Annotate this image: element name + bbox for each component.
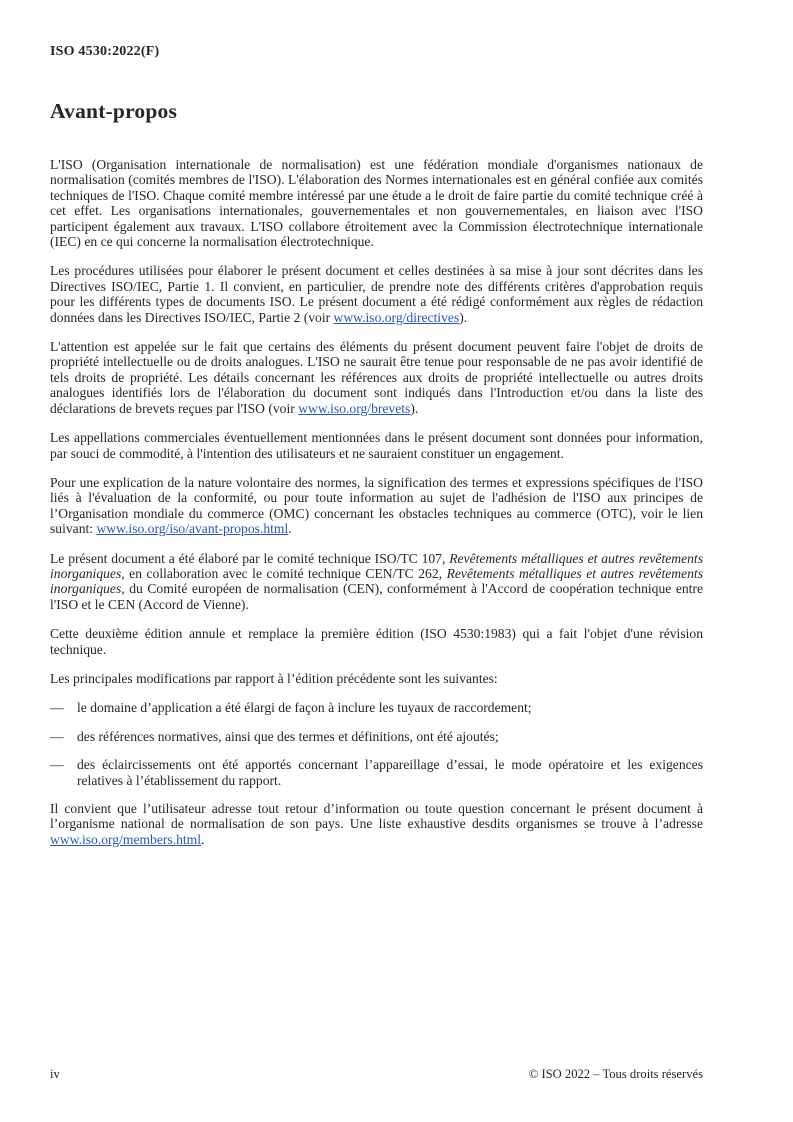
paragraph-patent-rights: L'attention est appelée sur le fait que certains des éléments du présent document peuvent faire l'objet de droits de propriété intellectuelle ou de droits analogues. L'ISO ne saurait être tenue pour responsable de ne pas avoir identifié de tels droits de propriété. Les détails concernant les références aux droits de propriété intellectuelle ou autres droits analogues identifiés lors de l'élaboration du document sont indiqués dans l'Introduction et/ou dans la liste des déclarations de brevets reçues par l'ISO (voir www.iso.org/brevets). — [50, 339, 703, 416]
italic-text: Revêtements métalliques et autres revêtements inorganiques, — [50, 565, 703, 597]
paragraph-wto-tbt: Pour une explication de la nature volontaire des normes, la signification des termes et expressions spécifiques de l'ISO liés à l'évaluation de la conformité, ou pour toute information au sujet de l'adhésion de l'ISO aux principes de l’Organisation mondiale du commerce (OMC) concernant les obstacles techniques au commerce (OTC), voir le lien suivant: www.iso.org/iso/avant-propos.html. — [50, 474, 703, 537]
paragraph-iso-description: L'ISO (Organisation internationale de normalisation) est une fédération mondiale d'organismes nationaux de normalisation (comités membres de l'ISO). L'élaboration des Normes internationales est en général confiée aux comités techniques de l'ISO. Chaque comité membre intéressé par une étude a le droit de faire partie du comité technique créé à cet effet. Les organisations internationales, gouvernementales et non gouvernementales, en liaison avec l'ISO participent également aux travaux. L'ISO collabore étroitement avec la Commission électrotechnique internationale (IEC) en ce qui concerne la normalisation électrotechnique. — [50, 157, 703, 250]
list-item-scope-enlarged — [50, 700, 703, 715]
paragraph-trade-names: Les appellations commerciales éventuellement mentionnées dans le présent document sont données pour information, par souci de commodité, à l'intention des utilisateurs et ne sauraient constituer un engagement. — [50, 430, 703, 461]
list-item-text: le domaine d’application a été élargi de façon à inclure les tuyaux de raccordement; — [77, 700, 532, 716]
list-item-clarifications — [50, 757, 703, 788]
document-reference: ISO 4530:2022(F) — [50, 44, 160, 59]
page-number: iv — [50, 1067, 60, 1081]
copyright-notice: © ISO 2022 – Tous droits réservés — [528, 1067, 703, 1081]
paragraph-modifications-intro: Les principales modifications par rapport à l’édition précédente sont les suivantes: — [50, 670, 498, 686]
paragraph-user-feedback: Il convient que l’utilisateur adresse tout retour d’information ou toute question concernant le présent document à l’organisme national de normalisation de son pays. Une liste exhaustive desdits organismes se trouve à l’adresse www.iso.org/members.html. — [50, 801, 703, 847]
em-dash-marker: — — [50, 728, 64, 744]
page-footer — [50, 1067, 703, 1082]
link-avant-propos[interactable]: www.iso.org/iso/avant-propos.html — [96, 521, 289, 537]
list-item-normative-references — [50, 729, 703, 744]
link-iso-brevets[interactable]: www.iso.org/brevets — [298, 400, 411, 416]
link-iso-directives[interactable]: www.iso.org/directives — [333, 309, 460, 325]
paragraph-procedures: Les procédures utilisées pour élaborer le présent document et celles destinées à sa mise à jour sont décrites dans les Directives ISO/IEC, Partie 1. Il convient, en particulier, de prendre note des différents critères d'approbation requis pour les différents types de documents ISO. Le présent document a été rédigé conformément aux règles de rédaction données dans les Directives ISO/IEC, Partie 2 (voir www.iso.org/directives). — [50, 263, 703, 325]
link-iso-members[interactable]: www.iso.org/members.html — [50, 831, 202, 847]
italic-text: Revêtements métalliques et autres revêtements inorganiques, — [50, 550, 703, 581]
paragraph-technical-committee: Le présent document a été élaboré par le comité technique ISO/TC 107, Revêtements métalliques et autres revêtements inorganiques, en collaboration avec le comité technique CEN/TC 262, Revêtements métalliques et autres revêtements inorganiques, du Comité européen de normalisation (CEN), conformément à l'Accord de coopération technique entre l'ISO et le CEN (Accord de Vienne). — [50, 550, 703, 612]
list-item-text: des éclaircissements ont été apportés concernant l’appareillage d’essai, le mode opératoire et les exigences relatives à l’établissement du rapport. — [77, 757, 703, 788]
page-title: Avant-propos — [50, 99, 178, 123]
list-item-text: des références normatives, ainsi que des termes et définitions, ont été ajoutés; — [77, 728, 499, 744]
foreword-body — [50, 157, 703, 861]
em-dash-marker: — — [50, 757, 64, 773]
paragraph-second-edition: Cette deuxième édition annule et remplace la première édition (ISO 4530:1983) qui a fait l'objet d'une révision technique. — [50, 626, 703, 657]
em-dash-marker: — — [50, 700, 64, 716]
